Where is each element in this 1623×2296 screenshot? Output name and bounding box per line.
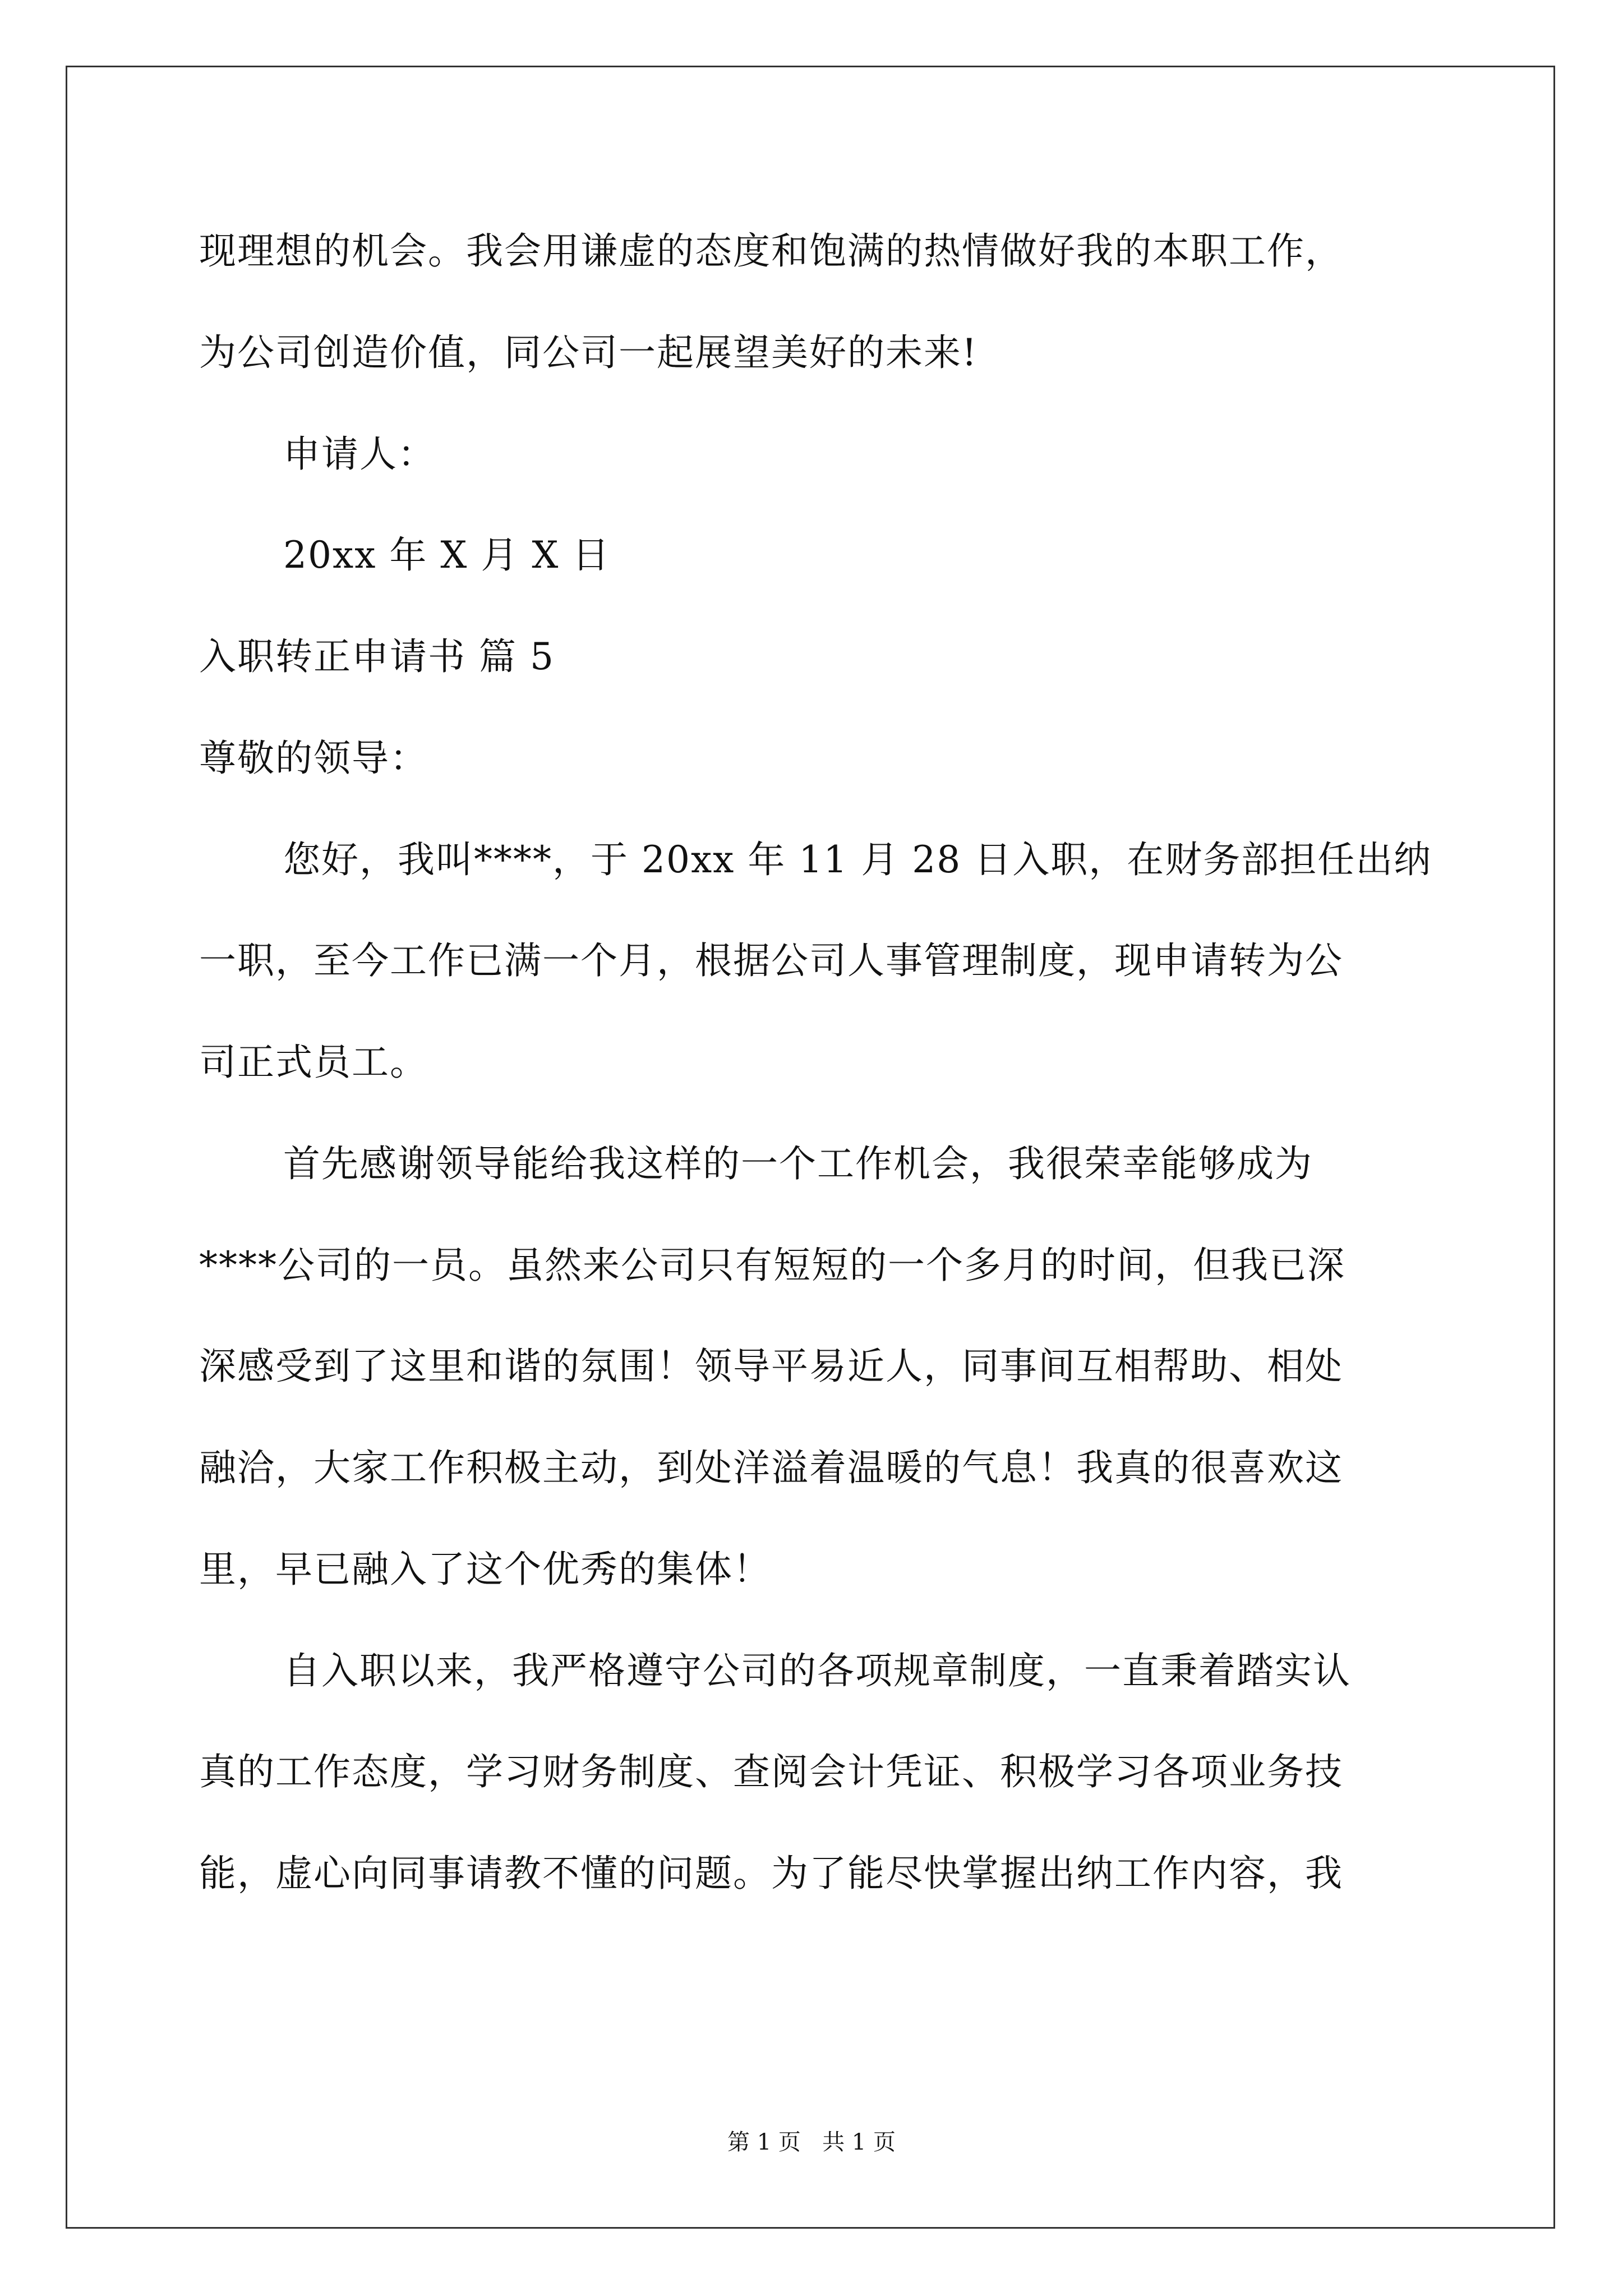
body-line-13: 能，虚心向同事请教不懂的问题。为了能尽快掌握出纳工作内容，我 (199, 1852, 1343, 1895)
body-line-3: 您好，我叫****，于 20xx 年 11 月 28 日入职，在财务部担任出纳 (283, 838, 1432, 881)
signature-date: 20xx 年 X 月 X 日 (283, 533, 611, 577)
body-line-8: 深感受到了这里和谐的氛围！领导平易近人，同事间互相帮助、相处 (199, 1345, 1343, 1388)
body-line-12: 真的工作态度，学习财务制度、查阅会计凭证、积极学习各项业务技 (199, 1750, 1343, 1793)
body-line-7: ****公司的一员。虽然来公司只有短短的一个多月的时间，但我已深 (199, 1244, 1345, 1287)
body-line-1: 现理想的机会。我会用谦虚的态度和饱满的热情做好我的本职工作， (199, 229, 1343, 273)
section-heading: 入职转正申请书 篇 5 (199, 635, 555, 678)
body-line-5: 司正式员工。 (199, 1041, 428, 1084)
body-line-2: 为公司创造价值，同公司一起展望美好的未来! (199, 331, 978, 374)
salutation: 尊敬的领导： (199, 737, 428, 780)
body-line-10: 里，早已融入了这个优秀的集体！ (199, 1548, 771, 1591)
signature-applicant: 申请人： (283, 432, 436, 476)
body-line-4: 一职，至今工作已满一个月，根据公司人事管理制度，现申请转为公 (199, 939, 1343, 982)
body-line-9: 融洽，大家工作积极主动，到处洋溢着温暖的气息！我真的很喜欢这 (199, 1446, 1343, 1489)
body-line-6: 首先感谢领导能给我这样的一个工作机会，我很荣幸能够成为 (283, 1142, 1313, 1185)
page-number-footer: 第 1 页 共 1 页 (727, 2129, 896, 2155)
body-line-11: 自入职以来，我严格遵守公司的各项规章制度，一直秉着踏实认 (283, 1649, 1351, 1692)
